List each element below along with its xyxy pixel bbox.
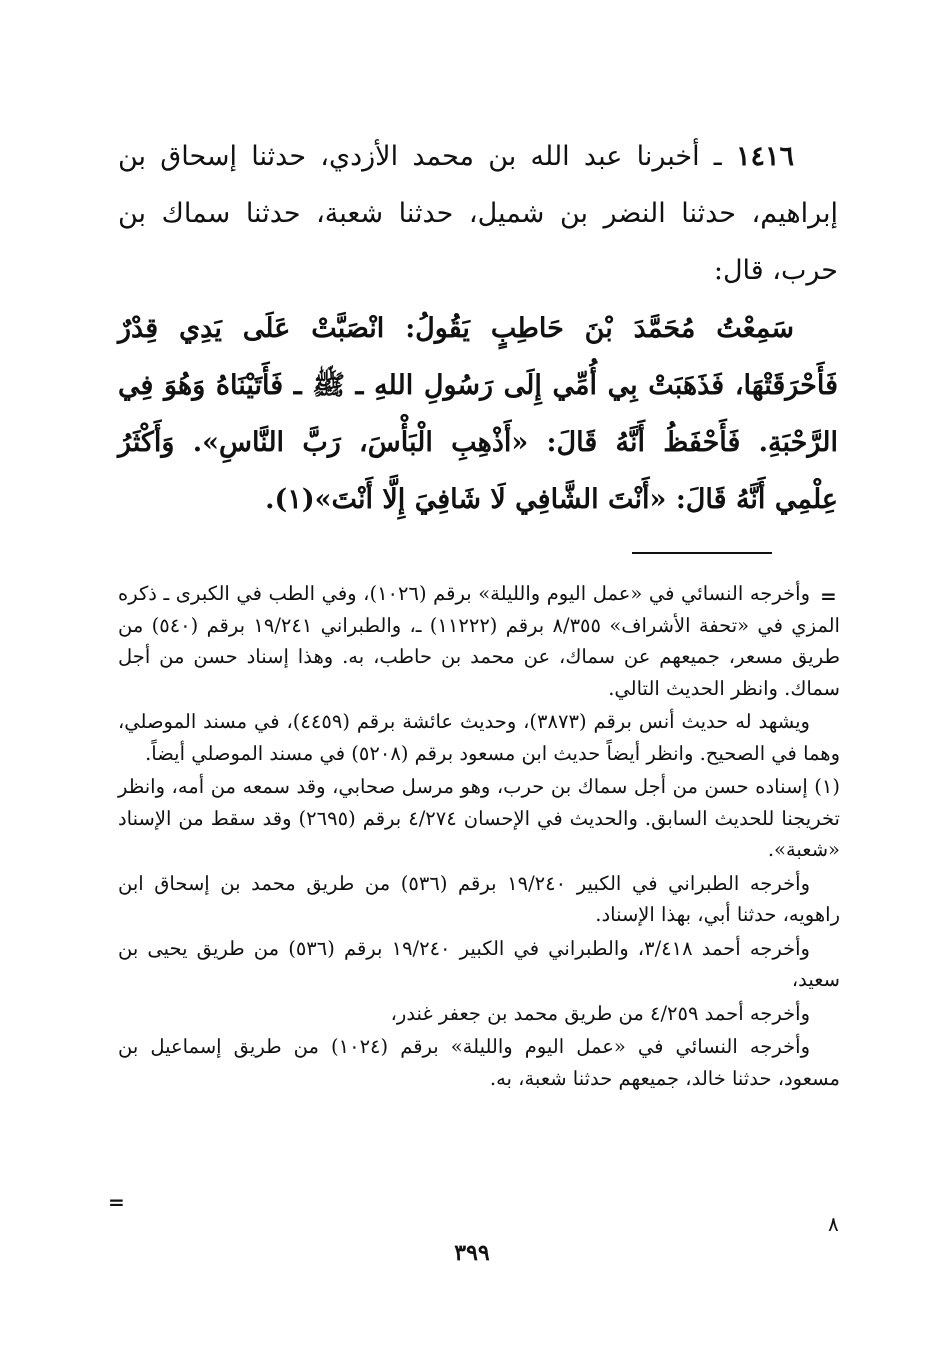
footnote-continued-paragraph: وأخرجه النسائي في «عمل اليوم والليلة» برقم (١٠٢٦)، وفي الطب في الكبرى ـ ذكره المزي في «تحفة الأشراف» ٨/٣٥٥ برقم (١١٢٢٢) ـ، والطبراني ١٩/٢٤١ برقم (٥٤٠) من طريق مسعر، جميعهم عن سماك، عن محمد بن حاطب، به. وهذا إسناد حسن من أجل سماك. وانظر الحديث التالي. <box>118 582 840 700</box>
hadith-isnad-text: ـ أخبرنا عبد الله بن محمد الأزدي، حدثنا إسحاق بن إبراهيم، حدثنا النضر بن شميل، حدثنا شعبة، حدثنا سماك بن حرب، قال: <box>118 141 838 286</box>
footnote-separator <box>632 552 772 554</box>
hadith-isnad-paragraph <box>118 128 838 299</box>
footnote-continued-paragraph: ويشهد له حديث أنس برقم (٣٨٧٣)، وحديث عائشة برقم (٤٤٥٩)، في مسند الموصلي، وهما في الصحيح. وانظر أيضاً حديث ابن مسعود برقم (٥٢٠٨) في مسند الموصلي أيضاً. <box>118 710 840 765</box>
footnote-1-paragraph: وأخرجه النسائي في «عمل اليوم والليلة» برقم (١٠٢٤) من طريق إسماعيل بن مسعود، حدثنا خالد، جميعهم حدثنا شعبة، به. <box>118 1035 840 1090</box>
footnote-1-paragraph: وأخرجه أحمد ٣/٤١٨، والطبراني في الكبير ١٩/٢٤٠ برقم (٥٣٦) من طريق يحيى بن سعيد، <box>118 936 840 991</box>
footnote-1-paragraph: وأخرجه أحمد ٤/٢٥٩ من طريق محمد بن جعفر غندر، <box>390 1001 810 1025</box>
footnote-1-paragraph: (١) إسناده حسن من أجل سماك بن حرب، وهو مرسل صحابي، وقد سمعه من أمه، وانظر تخريجنا للحديث السابق. والحديث في الإحسان ٤/٢٧٤ برقم (٢٦٩٥) وقد سقط من الإسناد «شعبة». <box>118 775 840 861</box>
margin-mark: ٨ <box>828 1212 839 1236</box>
hadith-matn-text: سَمِعْتُ مُحَمَّدَ بْنَ حَاطِبٍ يَقُولُ: انْصَبَّتْ عَلَى يَدِي قِدْرٌ فَأَحْرَقَتْهَا، فَذَهَبَتْ بِي أُمِّي إِلَى رَسُولِ اللهِ ـ ﷺ ـ فَأَتَيْنَاهُ وَهُوَ فِي الرَّحْبَةِ. فَأَحْفَظُ أَنَّهُ قَالَ: «أَذْهِبِ الْبَأْسَ، رَبَّ النَّاسِ». وَأَكْثَرُ عِلْمِي أَنَّهُ قَالَ: «أَنْتَ الشَّافِي لَا شَافِيَ إِلَّا أَنْتَ»(١). <box>118 313 838 515</box>
footnotes-section <box>118 578 840 1094</box>
hadith-number: ١٤١٦ <box>735 141 794 172</box>
hadith-matn-paragraph <box>118 300 838 528</box>
footnote-end-mark: = <box>108 1190 125 1214</box>
footnote-1-paragraph: وأخرجه الطبراني في الكبير ١٩/٢٤٠ برقم (٥٣٦) من طريق محمد بن إسحاق ابن راهويه، حدثنا أبي، بهذا الإسناد. <box>118 871 840 926</box>
page-number: ٣٩٩ <box>454 1240 490 1266</box>
footnote-continuation-mark: = <box>820 584 837 608</box>
